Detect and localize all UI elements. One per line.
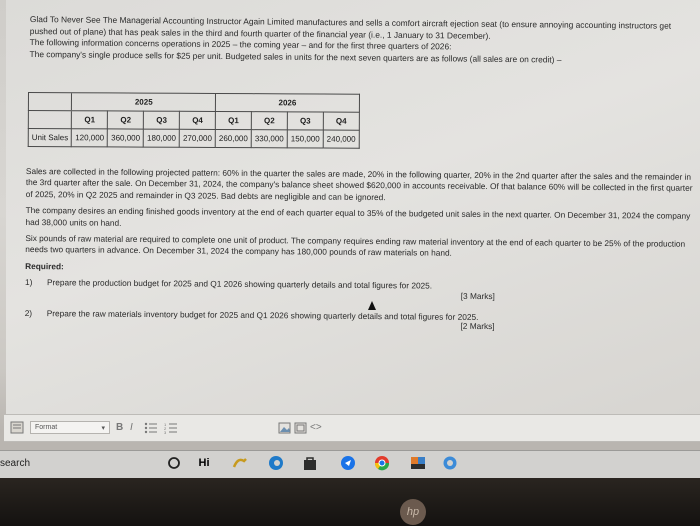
- quarter-header: Q1: [215, 111, 251, 129]
- svg-text:3: 3: [164, 429, 167, 434]
- row-label: Unit Sales: [28, 129, 72, 147]
- table-cell: 270,000: [179, 129, 215, 147]
- chevron-down-icon: ▾: [101, 424, 105, 432]
- numbered-list-icon[interactable]: [164, 421, 178, 434]
- problem-body: [25, 166, 696, 335]
- collection-paragraph: Sales are collected in the following projected pattern: 60% in the quarter the sales are made, 20% in the following quarter, 20% in the 2nd quarter after the sales and the remainder in the 3rd quarter after the sale. On December 31, 2024, the company's balance sheet showed $620,000 in accounts receivable. Of that balance 60% will be collected in the first quarter of 2025, 20% in Q2 2025 and remainder in Q3 2025. Bad debts are negligible and can be ignored.: [25, 166, 693, 202]
- question-text: Prepare the raw materials inventory budget for 2025 and Q1 2026 showing quarterly details and total figures for 2025.: [46, 308, 479, 323]
- task-view-icon[interactable]: [232, 455, 248, 471]
- quarter-header: Q4: [180, 111, 216, 129]
- quarter-header: Q3: [287, 112, 323, 130]
- corner-cell: [28, 93, 72, 111]
- question-number: 2): [24, 308, 33, 319]
- code-icon[interactable]: <>: [310, 422, 322, 433]
- hp-logo: hp: [400, 499, 426, 525]
- raw-material-paragraph: Six pounds of raw material are required to complete one unit of product. The company requires ending raw material inventory at the end of each quarter to be 25% of the production needs two quarters in advance. On December 31, 2024 the company has 180,000 pounds of raw materials on hand.: [25, 233, 686, 259]
- bold-button[interactable]: B: [116, 422, 124, 433]
- intro-line-2: The following information concerns operations in 2025 – the coming year – and for the first three quarters of 2026:: [29, 37, 452, 52]
- table-cell: 150,000: [287, 130, 323, 148]
- format-dropdown[interactable]: [30, 421, 110, 434]
- document-icon[interactable]: [10, 421, 24, 434]
- table-cell: 120,000: [72, 129, 108, 147]
- media-player-icon[interactable]: [410, 455, 426, 471]
- blank-cell: [28, 111, 72, 129]
- edge-browser-icon[interactable]: [268, 455, 284, 471]
- required-heading: Required:: [25, 260, 64, 272]
- quarter-header: Q2: [108, 111, 144, 129]
- year-2025-header: 2025: [72, 93, 216, 112]
- question-text: Prepare the production budget for 2025 and Q1 2026 showing quarterly details and total figures for 2025.: [46, 277, 433, 291]
- question-1-marks: [3 Marks]: [460, 290, 495, 301]
- year-2026-header: 2026: [216, 93, 360, 112]
- chrome-icon[interactable]: [374, 455, 390, 471]
- table-cell: 330,000: [251, 130, 287, 148]
- svg-text:1: 1: [164, 421, 167, 427]
- editor-toolbar: [4, 414, 700, 442]
- quarter-header: Q1: [72, 111, 108, 129]
- quarter-header: Q4: [323, 112, 359, 130]
- intro-line-3: The company's single produce sells for $25 per unit. Budgeted sales in units for the next seven quarters are as follows (all sales are on credit) –: [29, 48, 562, 65]
- table-cell: 240,000: [323, 130, 359, 148]
- quarter-header: Q3: [144, 111, 180, 129]
- sales-table: [28, 92, 360, 149]
- intro-line-1: Glad To Never See The Managerial Accounting Instructor Again Limited manufactures and sells a comfort aircraft ejection seat (to ensure annoying accounting instructors get pushed out of plane) that has peak sales in the third and fourth quarter of the financial year (i.e., 1 January to 31 December).: [29, 14, 672, 41]
- laptop-screen: [6, 0, 700, 440]
- format-dropdown-label: Format: [35, 424, 58, 431]
- italic-button[interactable]: I: [130, 422, 133, 433]
- media-icon[interactable]: [294, 421, 307, 434]
- question-2-marks: [2 Marks]: [460, 321, 495, 332]
- table-cell: 180,000: [144, 129, 180, 147]
- hi-label[interactable]: Hi: [198, 457, 210, 469]
- bullet-list-icon[interactable]: [144, 421, 158, 434]
- inventory-paragraph: The company desires an ending finished goods inventory at the end of each quarter equal to 35% of the budgeted unit sales in the next quarter. On December 31, 2024 the company had 38,000 units on hand.: [25, 205, 691, 228]
- question-number: 1): [24, 277, 33, 288]
- table-cell: 360,000: [108, 129, 144, 147]
- store-icon[interactable]: [302, 455, 318, 471]
- table-row: [28, 129, 359, 149]
- mouse-cursor-icon: [368, 301, 376, 310]
- sales-table-wrapper: [28, 92, 360, 149]
- send-icon[interactable]: [340, 455, 356, 471]
- taskbar-search[interactable]: search: [0, 458, 31, 469]
- svg-text:2: 2: [164, 425, 167, 431]
- cortana-circle-icon[interactable]: [166, 455, 182, 471]
- laptop-bezel: [0, 478, 700, 526]
- problem-intro: [30, 14, 690, 67]
- table-cell: 260,000: [215, 129, 251, 147]
- quarter-header: Q2: [251, 112, 287, 130]
- image-icon[interactable]: [278, 421, 291, 434]
- messaging-icon[interactable]: [442, 455, 458, 471]
